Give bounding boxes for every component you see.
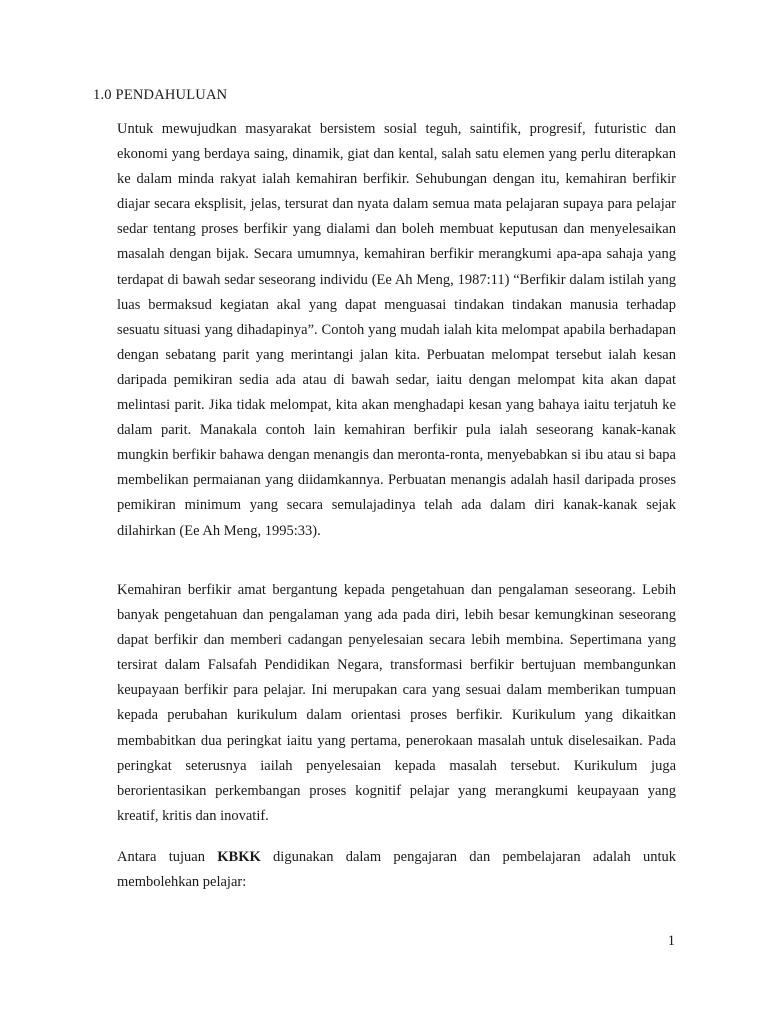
paragraph-kbkk-rest: digunakan dalam pengajaran dan pembelajaran adalah untuk membolehkan pelajar: bbox=[117, 849, 676, 891]
paragraph-introduction: Untuk mewujudkan masyarakat bersistem sosial teguh, saintifik, progresif, futuristic dan ekonomi yang berdaya saing, dinamik, giat dan kental, salah satu elemen yang perlu diterapkan ke dalam minda rakyat ialah kemahiran berfikir. Sehubungan dengan itu, kemahiran berfikir diajar secara eksplisit, jelas, tersurat dan nyata dalam semua mata pelajaran supaya para pelajar sedar tentang proses berfikir yang dialami dan boleh membuat keputusan dan menyelesaikan masalah dengan bijak. Secara umumnya, kemahiran berfikir merangkumi apa-apa sahaja yang terdapat di bawah sedar seseorang individu (Ee Ah Meng, 1987:11) “Berfikir dalam istilah yang luas bermaksud kegiatan akal yang dapat menguasai tindakan tindakan manusia terhadap sesuatu situasi yang dihadapinya”. Contoh yang mudah ialah kita melompat apabila berhadapan dengan sebatang parit yang merintangi jalan kita. Perbuatan melompat tersebut ialah kesan daripada pemikiran sedia ada atau di bawah sedar, iaitu dengan melompat kita akan dapat melintasi parit. Jika tidak melompat, kita akan menghadapi kesan yang bahaya iaitu terjatuh ke dalam parit. Manakala contoh lain kemahiran berfikir pula ialah seseorang kanak-kanak mungkin berfikir bahawa dengan menangis dan meronta-ronta, menyebabkan si ibu atau si bapa membelikan permaianan yang diidamkannya. Perbuatan menangis adalah hasil daripada proses pemikiran minimum yang secara semulajadinya telah ada dalam diri kanak-kanak sejak dilahirkan (Ee Ah Meng, 1995:33). bbox=[117, 121, 676, 539]
kbkk-term: KBKK bbox=[217, 849, 261, 865]
paragraph-thinking-skills: Kemahiran berfikir amat bergantung kepada pengetahuan dan pengalaman seseorang. Lebih banyak pengetahuan dan pengalaman yang ada pada diri, lebih besar kemungkinan seseorang dapat berfikir dan memberi cadangan penyelesaian secara lebih membina. Sepertimana yang tersirat dalam Falsafah Pendidikan Negara, transformasi berfikir bertujuan membangunkan keupayaan berfikir para pelajar. Ini merupakan cara yang sesuai dalam memberikan tumpuan kepada perubahan kurikulum dalam orientasi proses berfikir. Kurikulum yang dikaitkan membabitkan dua peringkat iaitu yang pertama, penerokaan masalah untuk diselesaikan. Pada peringkat seterusnya iailah penyelesaian kepada masalah tersebut. Kurikulum juga berorientasikan perkembangan proses kognitif pelajar yang merangkumi keupayaan yang kreatif, kritis dan inovatif. bbox=[117, 582, 676, 824]
page-number: 1 bbox=[667, 933, 675, 949]
paragraph-kbkk-objectives bbox=[117, 845, 676, 895]
section-heading: 1.0 PENDAHULUAN bbox=[93, 87, 228, 103]
paragraph-kbkk-lead: Antara tujuan bbox=[117, 849, 218, 865]
